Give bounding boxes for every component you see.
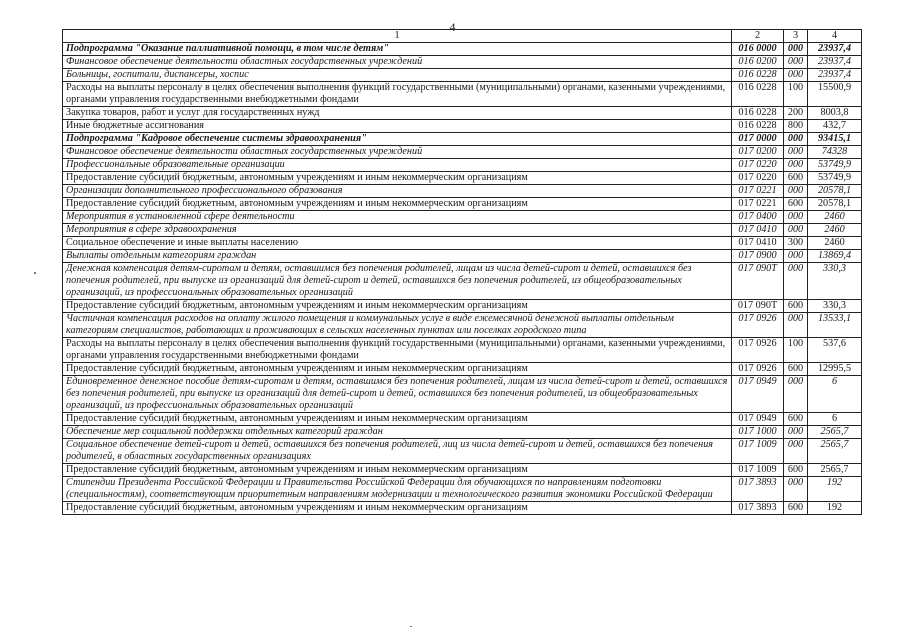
row-code-cell: 017 0926 [732,313,784,338]
row-code-cell: 017 1009 [732,464,784,477]
row-type-cell: 000 [784,146,808,159]
row-type-cell: 600 [784,172,808,185]
row-value-cell: 20578,1 [808,185,862,198]
row-type-cell: 300 [784,237,808,250]
table-row [63,237,862,250]
table-row [63,133,862,146]
table-row [63,464,862,477]
table-row [63,56,862,69]
table-row [63,502,862,515]
row-type-cell: 600 [784,198,808,211]
row-name-cell: Финансовое обеспечение деятельности областных государственных учреждений [63,56,732,69]
header-col-1: 1 [63,30,732,43]
table-row [63,477,862,502]
row-code-cell: 017 0221 [732,185,784,198]
scan-speck [34,272,36,274]
row-name-cell: Мероприятия в установленной сфере деятельности [63,211,732,224]
row-value-cell: 12995,5 [808,363,862,376]
row-value-cell: 6 [808,413,862,426]
table-row [63,300,862,313]
row-code-cell: 017 1000 [732,426,784,439]
row-type-cell: 100 [784,82,808,107]
row-type-cell: 000 [784,43,808,56]
row-code-cell: 017 0949 [732,376,784,413]
header-col-2: 2 [732,30,784,43]
row-code-cell: 017 0220 [732,172,784,185]
table-row [63,82,862,107]
table-row [63,43,862,56]
row-value-cell: 13533,1 [808,313,862,338]
row-value-cell: 2460 [808,237,862,250]
row-name-cell: Организации дополнительного профессионального образования [63,185,732,198]
row-name-cell: Предоставление субсидий бюджетным, автономным учреждениям и иным некоммерческим организациям [63,172,732,185]
row-code-cell: 017 0200 [732,146,784,159]
row-name-cell: Мероприятия в сфере здравоохранения [63,224,732,237]
table-row [63,250,862,263]
row-type-cell: 600 [784,502,808,515]
row-value-cell: 6 [808,376,862,413]
row-name-cell: Единовременное денежное пособие детям-сиротам и детям, оставшимся без попечения родителей, лицам из числа детей-сирот и детей, оставшихся без попечения родителей, при выпуске из организаций для детей-сирот и детей, оставшихся без попечения родителей, из общеобразовательных организаций, из профессиональных образовательных организаций [63,376,732,413]
row-name-cell: Подпрограмма "Кадровое обеспечение системы здравоохранения" [63,133,732,146]
row-name-cell: Предоставление субсидий бюджетным, автономным учреждениям и иным некоммерческим организациям [63,502,732,515]
table-row [63,146,862,159]
row-type-cell: 000 [784,133,808,146]
row-code-cell: 016 0200 [732,56,784,69]
row-type-cell: 000 [784,250,808,263]
budget-table-body [63,30,862,515]
row-name-cell: Стипендии Президента Российской Федерации и Правительства Российской Федерации для обучающихся по направлениям подготовки (специальностям), соответствующим приоритетным направлениям модернизации и технологического развития экономики Российской Федерации [63,477,732,502]
row-name-cell: Денежная компенсация детям-сиротам и детям, оставшимся без попечения родителей, лицам из числа детей-сирот и детей, оставшихся без попечения родителей, при выпуске из организаций для детей-сирот и детей, оставшихся без попечения родителей, из общеобразовательных организаций, из профессиональных образовательных организаций [63,263,732,300]
table-row [63,211,862,224]
header-col-3: 3 [784,30,808,43]
row-type-cell: 600 [784,413,808,426]
row-type-cell: 000 [784,69,808,82]
row-code-cell: 016 0228 [732,82,784,107]
row-name-cell: Подпрограмма "Оказание паллиативной помощи, в том числе детям" [63,43,732,56]
row-type-cell: 000 [784,224,808,237]
table-row [63,224,862,237]
row-type-cell: 000 [784,477,808,502]
row-type-cell: 600 [784,300,808,313]
row-value-cell: 20578,1 [808,198,862,211]
row-name-cell: Расходы на выплаты персоналу в целях обеспечения выполнения функций государственными (муниципальными) органами, казенными учреждениями, органами управления государственными внебюджетными фондами [63,82,732,107]
row-name-cell: Выплаты отдельным категориям граждан [63,250,732,263]
table-row [63,172,862,185]
row-code-cell: 016 0228 [732,107,784,120]
row-code-cell: 017 3893 [732,477,784,502]
row-code-cell: 016 0000 [732,43,784,56]
row-value-cell: 432,7 [808,120,862,133]
table-row [63,338,862,363]
table-row [63,313,862,338]
row-type-cell: 600 [784,464,808,477]
row-value-cell: 330,3 [808,300,862,313]
row-value-cell: 192 [808,477,862,502]
scan-speck-bottom [410,626,412,627]
row-name-cell: Расходы на выплаты персоналу в целях обеспечения выполнения функций государственными (муниципальными) органами, казенными учреждениями, органами управления государственными внебюджетными фондами [63,338,732,363]
row-type-cell: 000 [784,376,808,413]
row-name-cell: Частичная компенсация расходов на оплату жилого помещения и коммунальных услуг в виде ежемесячной денежной выплаты отдельным категориям специалистов, работающих и проживающих в сельских населенных пунктах или поселках городского типа [63,313,732,338]
row-value-cell: 2460 [808,224,862,237]
row-code-cell: 017 1009 [732,439,784,464]
row-name-cell: Предоставление субсидий бюджетным, автономным учреждениям и иным некоммерческим организациям [63,363,732,376]
row-name-cell: Профессиональные образовательные организации [63,159,732,172]
row-code-cell: 017 0926 [732,363,784,376]
row-name-cell: Предоставление субсидий бюджетным, автономным учреждениям и иным некоммерческим организациям [63,464,732,477]
row-value-cell: 23937,4 [808,43,862,56]
row-name-cell: Обеспечение мер социальной поддержки отдельных категорий граждан [63,426,732,439]
row-value-cell: 2565,7 [808,439,862,464]
row-value-cell: 2565,7 [808,426,862,439]
row-type-cell: 000 [784,159,808,172]
row-value-cell: 23937,4 [808,56,862,69]
row-code-cell: 017 0900 [732,250,784,263]
row-code-cell: 016 0228 [732,69,784,82]
table-row [63,413,862,426]
row-type-cell: 000 [784,426,808,439]
row-value-cell: 330,3 [808,263,862,300]
row-type-cell: 100 [784,338,808,363]
row-value-cell: 2565,7 [808,464,862,477]
row-code-cell: 017 0926 [732,338,784,363]
table-header-row [63,30,862,43]
row-name-cell: Предоставление субсидий бюджетным, автономным учреждениям и иным некоммерческим организациям [63,198,732,211]
table-row [63,263,862,300]
table-row [63,107,862,120]
row-code-cell: 016 0228 [732,120,784,133]
table-row [63,69,862,82]
table-row [63,159,862,172]
row-value-cell: 8003,8 [808,107,862,120]
row-name-cell: Социальное обеспечение детей-сирот и детей, оставшихся без попечения родителей, лиц из числа детей-сирот и детей, оставшихся без попечения родителей, в областных государственных организациях [63,439,732,464]
row-code-cell: 017 0000 [732,133,784,146]
budget-table [62,29,862,515]
row-name-cell: Иные бюджетные ассигнования [63,120,732,133]
row-type-cell: 000 [784,211,808,224]
row-name-cell: Предоставление субсидий бюджетным, автономным учреждениям и иным некоммерческим организациям [63,413,732,426]
table-row [63,363,862,376]
table-row [63,185,862,198]
row-code-cell: 017 0410 [732,224,784,237]
row-name-cell: Закупка товаров, работ и услуг для государственных нужд [63,107,732,120]
row-code-cell: 017 0220 [732,159,784,172]
row-name-cell: Социальное обеспечение и иные выплаты населению [63,237,732,250]
row-code-cell: 017 0221 [732,198,784,211]
row-value-cell: 53749,9 [808,172,862,185]
row-value-cell: 192 [808,502,862,515]
row-type-cell: 800 [784,120,808,133]
table-row [63,198,862,211]
row-name-cell: Финансовое обеспечение деятельности областных государственных учреждений [63,146,732,159]
row-code-cell: 017 090Т [732,300,784,313]
row-type-cell: 000 [784,313,808,338]
row-type-cell: 200 [784,107,808,120]
row-code-cell: 017 090Т [732,263,784,300]
row-value-cell: 74328 [808,146,862,159]
row-value-cell: 13869,4 [808,250,862,263]
row-type-cell: 000 [784,185,808,198]
row-value-cell: 537,6 [808,338,862,363]
row-code-cell: 017 0410 [732,237,784,250]
header-col-4: 4 [808,30,862,43]
row-name-cell: Больницы, госпитали, диспансеры, хоспис [63,69,732,82]
row-type-cell: 600 [784,363,808,376]
table-row [63,439,862,464]
table-row [63,376,862,413]
table-row [63,426,862,439]
row-type-cell: 000 [784,263,808,300]
row-value-cell: 2460 [808,211,862,224]
row-code-cell: 017 0400 [732,211,784,224]
table-row [63,120,862,133]
row-code-cell: 017 0949 [732,413,784,426]
row-value-cell: 53749,9 [808,159,862,172]
row-code-cell: 017 3893 [732,502,784,515]
row-value-cell: 23937,4 [808,69,862,82]
page-number: 4 [449,20,456,34]
row-name-cell: Предоставление субсидий бюджетным, автономным учреждениям и иным некоммерческим организациям [63,300,732,313]
row-value-cell: 93415,1 [808,133,862,146]
row-type-cell: 000 [784,56,808,69]
row-value-cell: 15500,9 [808,82,862,107]
row-type-cell: 000 [784,439,808,464]
